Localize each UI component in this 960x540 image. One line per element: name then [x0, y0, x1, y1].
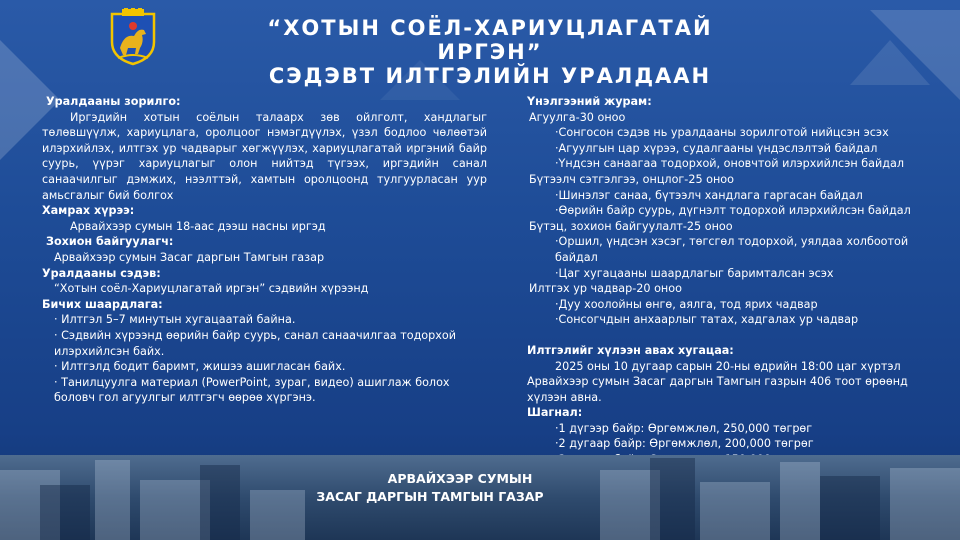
topic-text: “Хотын соёл-Хариуцлагатай иргэн” сэдвийн хүрээнд [54, 282, 369, 296]
prize-item: ·1 дүгээр байр: Өргөмжлөл, 250,000 төгрөг [555, 421, 813, 435]
title-line-1: “ХОТЫН СОЁЛ-ХАРИУЦЛАГАТАЙ ИРГЭН” [267, 16, 713, 64]
left-column [42, 94, 487, 406]
footer-organization [316, 470, 590, 506]
organizer-heading: Зохион байгуулагч: [46, 235, 174, 249]
format-item: · Сэдвийн хүрээнд өөрийн байр суурь, санал санаачилгаа тодорхой илэрхийлсэн байх. [54, 328, 456, 358]
eval-item: ·Үндсэн санаагаа тодорхой, оновчтой илэрхийлсэн байдал [555, 157, 904, 171]
prize-heading: Шагнал: [527, 406, 583, 420]
eval-group-label: Бүтээлч сэтгэлгээ, онцлог-25 оноо [529, 172, 734, 186]
goal-heading: Уралдааны зорилго: [46, 95, 181, 108]
deadline-text: 2025 оны 10 дугаар сарын 20-ны өдрийн 18:00 цаг хүртэл Арвайхээр сумын Засаг даргын Тамгын газрын 406 тоот өрөөнд хүлээн авна. [527, 359, 908, 404]
eval-item: ·Шинэлэг санаа, бүтээлч хандлага гаргасан байдал [555, 188, 863, 202]
eval-item: ·Агуулгын цар хүрээ, судалгааны үндэслэлтэй байдал [555, 141, 878, 155]
eval-group-label: Бүтэц, зохион байгуулалт-25 оноо [529, 219, 733, 233]
eval-item: ·Дуу хоолойны өнгө, аялга, тод ярих чадвар [555, 297, 818, 311]
eval-item: ·Сонсогчдын анхаарлыг татах, хадгалах ур чадвар [555, 313, 859, 327]
eval-item: ·Сонгосон сэдэв нь уралдааны зорилготой нийцсэн эсэх [555, 126, 889, 140]
decor-triangle [850, 40, 930, 85]
footer-line-1: АРВАЙХЭЭР СУМЫН [387, 471, 533, 486]
format-item: · Илтгэл 5–7 минутын хугацаатай байна. [54, 313, 296, 327]
scope-text: Арвайхээр сумын 18-аас дээш насны иргэд [70, 219, 326, 233]
city-emblem-icon [108, 8, 158, 66]
title-line-2: СЭДЭВТ ИЛТГЭЛИЙН УРАЛДААН [268, 64, 712, 88]
format-item: · Танилцуулга материал (PowerPoint, зураг, видео) ашиглаж болох боловч гол агуулгыг илтгэгч өөрөө хүргэнэ. [54, 375, 450, 405]
eval-item: ·Оршил, үндсэн хэсэг, төгсгөл тодорхой, уялдаа холбоотой байдал [555, 235, 909, 264]
prize-item: ·2 дугаар байр: Өргөмжлөл, 200,000 төгрөг [555, 437, 814, 451]
eval-item: ·Цаг хугацааны шаардлагыг баримталсан эсэх [555, 266, 834, 280]
page-title [230, 16, 750, 88]
eval-item: ·Өөрийн байр суурь, дүгнэлт тодорхой илэрхийлсэн байдал [555, 204, 911, 218]
footer-line-2: ЗАСАГ ДАРГЫН ТАМГЫН ГАЗАР [316, 489, 544, 504]
organizer-text: Арвайхээр сумын Засаг даргын Тамгын газар [54, 250, 325, 264]
eval-group-label: Илтгэх ур чадвар-20 оноо [529, 282, 682, 296]
eval-group-label: Агуулга-30 оноо [529, 110, 626, 124]
topic-heading: Уралдааны сэдэв: [42, 266, 161, 280]
scope-heading: Хамрах хүрээ: [42, 204, 135, 218]
format-item: · Илтгэлд бодит баримт, жишээ ашигласан байх. [54, 360, 346, 374]
format-heading: Бичих шаардлага: [42, 297, 163, 311]
eval-heading: Үнэлгээний журам: [527, 95, 652, 108]
goal-text: Иргэдийн хотын соёлын талаарх зөв ойлголт, хандлагыг төлөвшүүлж, хариуцлага, оролцоог нэмэгдүүлэх, үзэл бодлоо чөлөөтэй илэрхийлэх, илтгэх ур чадварыг хөгжүүлэх, хариуцлагатай иргэний байр суурь, үүрэг хариуцлагыг олон нийтэд түгээх, иргэдийн санал санаачилгыг дэмжих, нээлттэй, хамтын оролцоонд тулгуурласан уур амьсгалыг бий болгох [42, 110, 487, 202]
right-column [527, 94, 927, 483]
deadline-heading: Илтгэлийг хүлээн авах хугацаа: [527, 343, 734, 357]
